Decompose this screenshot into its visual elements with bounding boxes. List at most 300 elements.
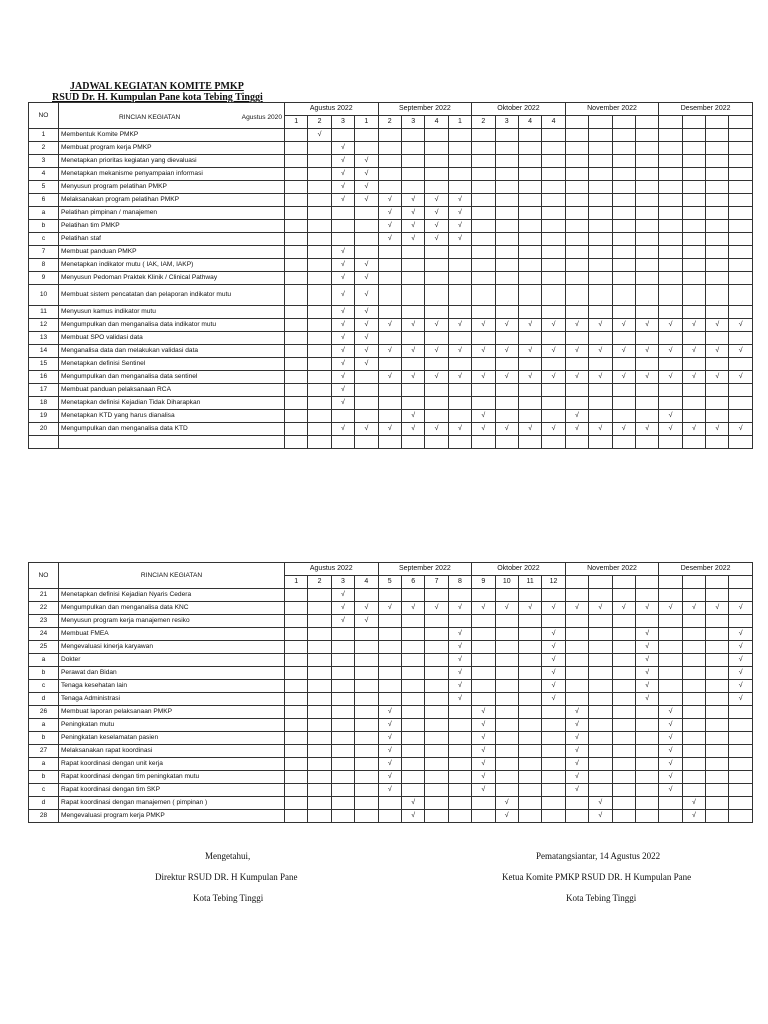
row-number: 20: [29, 423, 59, 436]
header-week: 1: [355, 116, 378, 129]
week-cell: [565, 397, 588, 410]
week-cell: [355, 771, 378, 784]
week-cell: [401, 306, 424, 319]
week-cell: [589, 207, 612, 220]
week-cell: [378, 142, 401, 155]
week-cell: [706, 589, 729, 602]
week-cell: [378, 667, 401, 680]
week-cell: [565, 719, 588, 732]
week-cell: [612, 758, 635, 771]
week-cell: [472, 371, 495, 384]
week-cell: [448, 129, 471, 142]
check-mark-icon: √: [341, 360, 345, 367]
week-cell: [448, 732, 471, 745]
week-cell: [729, 771, 752, 784]
week-cell: [331, 667, 354, 680]
week-cell: [542, 797, 565, 810]
week-cell: [355, 654, 378, 667]
check-mark-icon: √: [738, 321, 743, 328]
check-mark-icon: √: [364, 274, 369, 281]
week-cell: [378, 436, 401, 449]
week-cell: [589, 810, 612, 823]
week-cell: [355, 285, 378, 306]
week-cell: [589, 784, 612, 797]
week-cell: [378, 285, 401, 306]
week-cell: [308, 423, 331, 436]
week-cell: [285, 194, 308, 207]
week-cell: [401, 667, 424, 680]
week-cell: [425, 272, 448, 285]
week-cell: [495, 641, 518, 654]
check-mark-icon: √: [341, 373, 345, 380]
check-mark-icon: √: [387, 604, 392, 611]
check-mark-icon: √: [458, 373, 462, 380]
week-cell: [729, 667, 752, 680]
week-cell: [401, 706, 424, 719]
week-cell: [542, 732, 565, 745]
table-row: [29, 285, 753, 306]
row-number: 22: [29, 602, 59, 615]
week-cell: [565, 680, 588, 693]
week-cell: [635, 771, 658, 784]
week-cell: [308, 654, 331, 667]
week-cell: [285, 371, 308, 384]
week-cell: [472, 745, 495, 758]
week-cell: [448, 272, 471, 285]
week-cell: [589, 319, 612, 332]
week-cell: [682, 758, 705, 771]
week-cell: [589, 233, 612, 246]
week-cell: [308, 589, 331, 602]
week-cell: [285, 142, 308, 155]
week-cell: [635, 693, 658, 706]
week-cell: [425, 319, 448, 332]
check-mark-icon: √: [387, 235, 392, 242]
week-cell: [612, 602, 635, 615]
table-row: [29, 410, 753, 423]
week-cell: [331, 654, 354, 667]
check-mark-icon: √: [317, 131, 322, 138]
check-mark-icon: √: [434, 373, 439, 380]
week-cell: [542, 667, 565, 680]
week-cell: [472, 706, 495, 719]
week-cell: [285, 397, 308, 410]
week-cell: [659, 784, 682, 797]
week-cell: [682, 259, 705, 272]
week-cell: [518, 207, 541, 220]
week-cell: [589, 797, 612, 810]
check-mark-icon: √: [341, 170, 345, 177]
week-cell: [285, 259, 308, 272]
header-week: [589, 576, 612, 589]
check-mark-icon: √: [668, 347, 673, 354]
week-cell: [706, 384, 729, 397]
check-mark-icon: √: [668, 604, 673, 611]
week-cell: [659, 194, 682, 207]
week-cell: [425, 797, 448, 810]
week-cell: [542, 436, 565, 449]
check-mark-icon: √: [364, 334, 369, 341]
week-cell: [401, 246, 424, 259]
week-cell: [285, 272, 308, 285]
header-week: [635, 116, 658, 129]
week-cell: [308, 384, 331, 397]
week-cell: [612, 181, 635, 194]
header-year-label: Agustus 2020: [241, 114, 282, 121]
row-number: 5: [29, 181, 59, 194]
check-mark-icon: √: [481, 786, 486, 793]
week-cell: [285, 784, 308, 797]
week-cell: [495, 332, 518, 345]
week-cell: [612, 371, 635, 384]
week-cell: [355, 797, 378, 810]
week-cell: [472, 667, 495, 680]
week-cell: [589, 589, 612, 602]
week-cell: [378, 797, 401, 810]
week-cell: [682, 797, 705, 810]
week-cell: [518, 641, 541, 654]
week-cell: [659, 306, 682, 319]
week-cell: [401, 745, 424, 758]
week-cell: [425, 784, 448, 797]
week-cell: [659, 371, 682, 384]
row-activity: Menetapkan indikator mutu ( IAK, IAM, IAKP): [59, 259, 285, 272]
check-mark-icon: √: [364, 261, 369, 268]
week-cell: [378, 319, 401, 332]
week-cell: [518, 246, 541, 259]
check-mark-icon: √: [458, 222, 462, 229]
week-cell: [425, 155, 448, 168]
row-activity: Menetapkan definisi Kejadian Tidak Diharapkan: [59, 397, 285, 410]
week-cell: [425, 358, 448, 371]
week-cell: [518, 272, 541, 285]
week-cell: [425, 332, 448, 345]
week-cell: [308, 771, 331, 784]
week-cell: [472, 410, 495, 423]
header-week: 5: [378, 576, 401, 589]
week-cell: [331, 397, 354, 410]
week-cell: [565, 155, 588, 168]
week-cell: [425, 667, 448, 680]
check-mark-icon: √: [691, 604, 696, 611]
week-cell: [635, 667, 658, 680]
week-cell: [472, 306, 495, 319]
check-mark-icon: √: [411, 321, 416, 328]
week-cell: [565, 693, 588, 706]
week-cell: [285, 319, 308, 332]
week-cell: [706, 628, 729, 641]
week-cell: [565, 371, 588, 384]
check-mark-icon: √: [387, 734, 392, 741]
week-cell: [635, 168, 658, 181]
header-month: Desember 2022: [659, 103, 753, 116]
week-cell: [472, 358, 495, 371]
week-cell: [401, 810, 424, 823]
check-mark-icon: √: [481, 425, 486, 432]
table-row: [29, 246, 753, 259]
week-cell: [706, 758, 729, 771]
week-cell: [635, 319, 658, 332]
week-cell: [448, 306, 471, 319]
week-cell: [518, 706, 541, 719]
week-cell: [495, 384, 518, 397]
row-number: b: [29, 732, 59, 745]
table-row: [29, 436, 753, 449]
row-activity: Rapat koordinasi dengan tim peningkatan mutu: [59, 771, 285, 784]
check-mark-icon: √: [364, 196, 369, 203]
check-mark-icon: √: [575, 773, 579, 780]
row-number: b: [29, 667, 59, 680]
header-week: [706, 116, 729, 129]
week-cell: [542, 719, 565, 732]
table-row: [29, 345, 753, 358]
check-mark-icon: √: [411, 604, 416, 611]
week-cell: [495, 155, 518, 168]
week-cell: [355, 706, 378, 719]
week-cell: [401, 423, 424, 436]
week-cell: [518, 784, 541, 797]
table-row: [29, 706, 753, 719]
week-cell: [659, 602, 682, 615]
check-mark-icon: √: [341, 347, 345, 354]
check-mark-icon: √: [645, 669, 650, 676]
week-cell: [565, 306, 588, 319]
row-activity: Membuat laporan pelaksanaan PMKP: [59, 706, 285, 719]
week-cell: [542, 654, 565, 667]
check-mark-icon: √: [341, 386, 345, 393]
week-cell: [495, 628, 518, 641]
week-cell: [472, 423, 495, 436]
check-mark-icon: √: [528, 347, 533, 354]
check-mark-icon: √: [387, 321, 392, 328]
row-number: d: [29, 797, 59, 810]
week-cell: [729, 345, 752, 358]
week-cell: [355, 423, 378, 436]
week-cell: [565, 602, 588, 615]
week-cell: [425, 194, 448, 207]
header-week: 3: [331, 576, 354, 589]
week-cell: [331, 259, 354, 272]
week-cell: [308, 436, 331, 449]
week-cell: [659, 436, 682, 449]
sig-right-line2: Ketua Komite PMKP RSUD DR. H Kumpulan Pane: [502, 872, 692, 882]
week-cell: [378, 220, 401, 233]
table-row: [29, 719, 753, 732]
week-cell: [355, 436, 378, 449]
week-cell: [682, 332, 705, 345]
week-cell: [448, 371, 471, 384]
check-mark-icon: √: [458, 669, 462, 676]
check-mark-icon: √: [621, 604, 626, 611]
week-cell: [355, 168, 378, 181]
check-mark-icon: √: [364, 291, 369, 298]
check-mark-icon: √: [387, 209, 392, 216]
week-cell: [565, 246, 588, 259]
week-cell: [401, 410, 424, 423]
week-cell: [495, 181, 518, 194]
row-number: 8: [29, 259, 59, 272]
week-cell: [729, 181, 752, 194]
check-mark-icon: √: [551, 695, 556, 702]
table-row: [29, 758, 753, 771]
check-mark-icon: √: [364, 347, 369, 354]
week-cell: [612, 745, 635, 758]
week-cell: [308, 358, 331, 371]
week-cell: [285, 641, 308, 654]
check-mark-icon: √: [434, 347, 439, 354]
check-mark-icon: √: [481, 721, 486, 728]
week-cell: [729, 233, 752, 246]
table-row: [29, 272, 753, 285]
row-number: 7: [29, 246, 59, 259]
week-cell: [565, 771, 588, 784]
row-activity: Tenaga kesehatan lain: [59, 680, 285, 693]
check-mark-icon: √: [341, 196, 345, 203]
week-cell: [331, 589, 354, 602]
week-cell: [542, 155, 565, 168]
header-week: 3: [495, 116, 518, 129]
week-cell: [706, 233, 729, 246]
week-cell: [729, 306, 752, 319]
week-cell: [355, 306, 378, 319]
check-mark-icon: √: [504, 347, 509, 354]
week-cell: [378, 589, 401, 602]
week-cell: [589, 371, 612, 384]
week-cell: [682, 181, 705, 194]
table-row: [29, 797, 753, 810]
week-cell: [448, 246, 471, 259]
check-mark-icon: √: [364, 170, 369, 177]
week-cell: [401, 371, 424, 384]
week-cell: [682, 233, 705, 246]
week-cell: [378, 784, 401, 797]
week-cell: [285, 654, 308, 667]
check-mark-icon: √: [458, 347, 462, 354]
check-mark-icon: √: [387, 773, 392, 780]
week-cell: [542, 371, 565, 384]
week-cell: [472, 168, 495, 181]
week-cell: [706, 142, 729, 155]
week-cell: [495, 745, 518, 758]
week-cell: [308, 745, 331, 758]
week-cell: [331, 194, 354, 207]
week-cell: [401, 332, 424, 345]
week-cell: [729, 371, 752, 384]
week-cell: [331, 220, 354, 233]
week-cell: [542, 129, 565, 142]
week-cell: [401, 384, 424, 397]
week-cell: [659, 272, 682, 285]
week-cell: [612, 410, 635, 423]
week-cell: [706, 719, 729, 732]
week-cell: [308, 810, 331, 823]
week-cell: [682, 358, 705, 371]
week-cell: [308, 220, 331, 233]
table-row: [29, 181, 753, 194]
week-cell: [448, 436, 471, 449]
week-cell: [518, 129, 541, 142]
week-cell: [331, 784, 354, 797]
row-number: 15: [29, 358, 59, 371]
row-number: 2: [29, 142, 59, 155]
week-cell: [565, 797, 588, 810]
check-mark-icon: √: [668, 412, 673, 419]
week-cell: [495, 207, 518, 220]
row-activity: Membuat SPO validasi data: [59, 332, 285, 345]
week-cell: [565, 332, 588, 345]
header-week: [659, 116, 682, 129]
check-mark-icon: √: [738, 425, 743, 432]
week-cell: [401, 615, 424, 628]
week-cell: [589, 358, 612, 371]
week-cell: [495, 615, 518, 628]
check-mark-icon: √: [575, 786, 579, 793]
week-cell: [495, 589, 518, 602]
week-cell: [635, 784, 658, 797]
check-mark-icon: √: [411, 209, 416, 216]
week-cell: [659, 345, 682, 358]
week-cell: [425, 602, 448, 615]
week-cell: [729, 693, 752, 706]
header-month: November 2022: [565, 103, 659, 116]
week-cell: [518, 771, 541, 784]
week-cell: [331, 641, 354, 654]
week-cell: [565, 345, 588, 358]
check-mark-icon: √: [434, 222, 439, 229]
header-week: 4: [542, 116, 565, 129]
check-mark-icon: √: [364, 308, 369, 315]
week-cell: [542, 745, 565, 758]
week-cell: [331, 797, 354, 810]
week-cell: [706, 285, 729, 306]
week-cell: [472, 771, 495, 784]
week-cell: [612, 246, 635, 259]
check-mark-icon: √: [411, 347, 416, 354]
week-cell: [331, 246, 354, 259]
header-month: Desember 2022: [659, 563, 753, 576]
check-mark-icon: √: [411, 235, 416, 242]
week-cell: [331, 207, 354, 220]
header-rincian-label: RINCIAN KEGIATAN: [119, 114, 181, 121]
row-number: 18: [29, 397, 59, 410]
header-week: 4: [425, 116, 448, 129]
week-cell: [589, 410, 612, 423]
week-cell: [285, 285, 308, 306]
week-cell: [518, 628, 541, 641]
check-mark-icon: √: [645, 643, 650, 650]
week-cell: [401, 628, 424, 641]
week-cell: [565, 615, 588, 628]
week-cell: [401, 602, 424, 615]
week-cell: [472, 332, 495, 345]
check-mark-icon: √: [341, 157, 345, 164]
week-cell: [612, 332, 635, 345]
week-cell: [448, 589, 471, 602]
week-cell: [729, 810, 752, 823]
week-cell: [378, 155, 401, 168]
week-cell: [612, 667, 635, 680]
week-cell: [285, 358, 308, 371]
week-cell: [542, 680, 565, 693]
week-cell: [635, 719, 658, 732]
week-cell: [635, 345, 658, 358]
row-number: 13: [29, 332, 59, 345]
week-cell: [518, 319, 541, 332]
row-number: c: [29, 680, 59, 693]
week-cell: [706, 436, 729, 449]
week-cell: [472, 246, 495, 259]
week-cell: [401, 345, 424, 358]
